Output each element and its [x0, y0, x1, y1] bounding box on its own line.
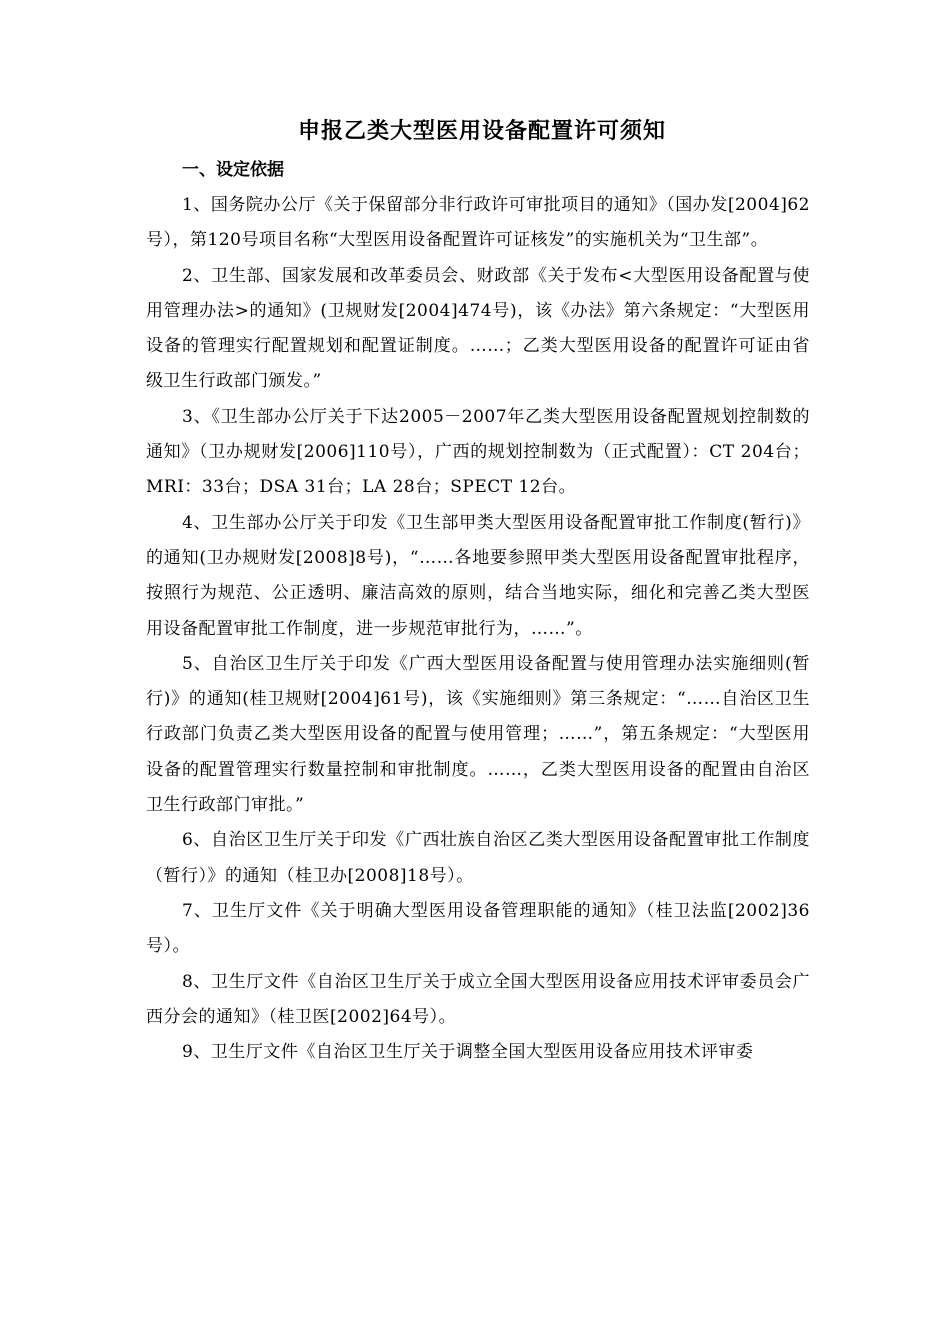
paragraph-1: 1、国务院办公厅《关于保留部分非行政许可审批项目的通知》（国办发[2004]62号），第120号项目名称“大型医用设备配置许可证核发”的实施机关为“卫生部”。: [146, 195, 810, 251]
section-heading: 一、设定依据: [182, 160, 284, 180]
paragraph-7: 7、卫生厅文件《关于明确大型医用设备管理职能的通知》（桂卫法监[2002]36号）。: [146, 900, 810, 957]
paragraph-4: 4、卫生部办公厅关于印发《卫生部甲类大型医用设备配置审批工作制度(暂行)》的通知(卫办规财发[2008]8号)，“……各地要参照甲类大型医用设备配置审批程序，按照行为规范、公正透明、廉洁高效的原则，结合当地实际，细化和完善乙类大型医用设备配置审批工作制度，进一步规范审批行为，……”。: [146, 512, 810, 639]
document-page: [146, 112, 810, 1070]
paragraph-5: 5、自治区卫生厅关于印发《广西大型医用设备配置与使用管理办法实施细则(暂行)》的通知(桂卫规财[2004]61号)，该《实施细则》第三条规定：“……自治区卫生行政部门负责乙类大型医用设备的配置与使用管理；……”，第五条规定：“大型医用设备的配置管理实行数量控制和审批制度。……，乙类大型医用设备的配置由自治区卫生行政部门审批。”: [146, 653, 810, 816]
paragraph-8: 8、卫生厅文件《自治区卫生厅关于成立全国大型医用设备应用技术评审委员会广西分会的通知》（桂卫医[2002]64号）。: [146, 971, 810, 1027]
paragraph-9: 9、卫生厅文件《自治区卫生厅关于调整全国大型医用设备应用技术评审委: [182, 1042, 754, 1063]
paragraph-6: 6、自治区卫生厅关于印发《广西壮族自治区乙类大型医用设备配置审批工作制度（暂行）》的通知（桂卫办[2008]18号）。: [146, 830, 810, 886]
document-title: 申报乙类大型医用设备配置许可须知: [297, 119, 666, 144]
paragraph-2: 2、卫生部、国家发展和改革委员会、财政部《关于发布<大型医用设备配置与使用管理办法>的通知》(卫规财发[2004]474号)，该《办法》第六条规定：“大型医用设备的管理实行配置规划和配置证制度。……；乙类大型医用设备的配置许可证由省级卫生行政部门颁发。”: [146, 265, 810, 392]
paragraph-3: 3、《卫生部办公厅关于下达2005－2007年乙类大型医用设备配置规划控制数的通知》（卫办规财发[2006]110号），广西的规划控制数为（正式配置）：CT 204台；MRI：33台；DSA 31台；LA 28台；SPECT 12台。: [146, 406, 810, 498]
